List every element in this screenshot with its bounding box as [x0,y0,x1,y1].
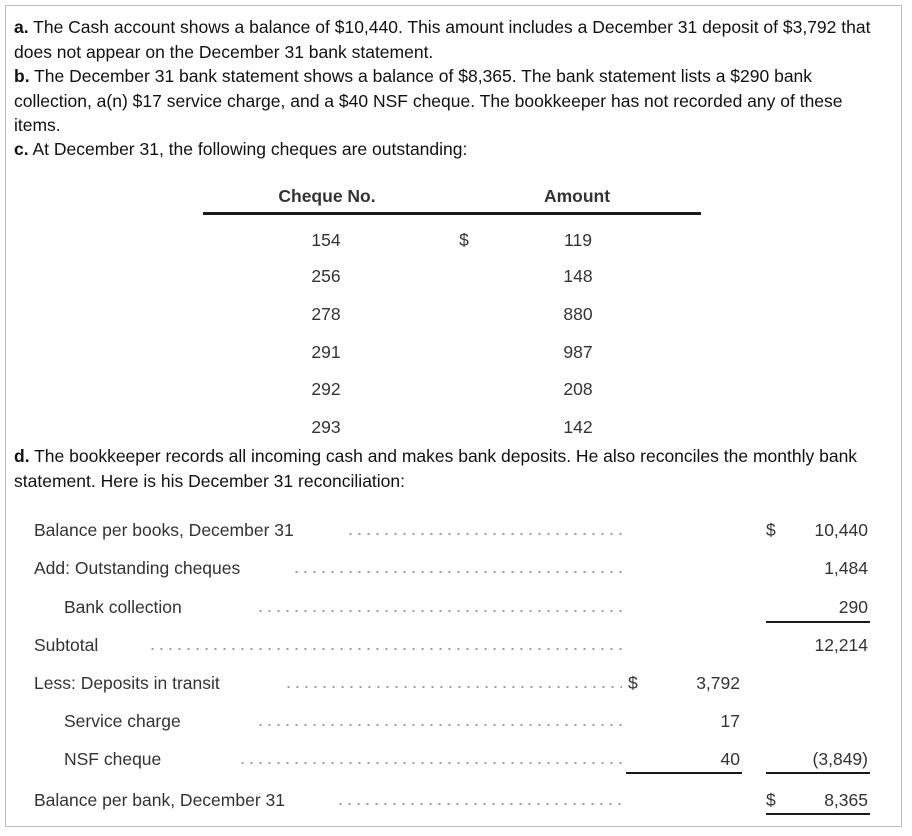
leader-dots [148,639,622,659]
amount-header: Amount [543,186,611,206]
paragraph-b-text: The December 31 bank statement shows a balance of $8,365. The bank statement lists a $290 bank collection, a(n) $17 service charge, and a $40 NSF cheque. The bookkeeper has not recorded any of these items. [14,66,843,135]
table-row-amount: 142 [563,417,593,437]
table-row-amount: 119 [564,230,592,250]
table-row-cheque-no: 292 [311,379,341,399]
paragraph-a-label: a. [14,17,29,37]
paragraph-a [14,15,884,64]
paragraph-d-text: The bookkeeper records all incoming cash and makes bank deposits. He also reconciles the monthly bank statement. Here is his December 31 reconciliation: [14,446,858,491]
deposits-in-transit-value: 3,792 [696,673,740,693]
outstanding-cheques-value: 1,484 [824,558,868,578]
deductions-rule [626,772,742,774]
paragraph-d [14,444,884,493]
balance-per-bank-label: Balance per bank, December 31 [34,790,285,810]
paragraph-a-text: The Cash account shows a balance of $10,440. This amount includes a December 31 deposit of $3,792 that does not appear on the December 31 bank statement. [14,17,871,62]
table-row-amount: 880 [563,304,593,324]
nsf-cheque-label: NSF cheque [64,749,162,769]
table-row-amount: 148 [563,266,593,286]
balance-per-books-label: Balance per books, December 31 [34,520,294,540]
table-row-cheque-no: 293 [311,417,341,437]
bank-collection-value: 290 [838,597,868,617]
table-row-cheque-no: 291 [311,342,341,362]
leader-dots [256,601,622,621]
paragraph-b [14,64,884,138]
leader-dots [284,677,622,697]
cheque-no-header: Cheque No. [278,186,376,206]
leader-dots [238,753,622,773]
currency-sign: $ [628,673,638,693]
table-row-amount: 987 [563,342,593,362]
table-row-cheque-no: 154 [311,230,341,250]
paragraph-b-label: b. [14,66,30,86]
subtotal-rule [766,621,870,623]
balance-per-bank-value: 8,365 [824,790,868,810]
subtotal-label: Subtotal [34,635,99,655]
deductions-total-rule [766,772,870,774]
paragraph-c-text: At December 31, the following cheques are outstanding: [28,139,468,159]
leader-dots [336,794,622,814]
paragraph-d-label: d. [14,446,30,466]
nsf-cheque-value: 40 [720,749,740,769]
final-balance-rule [766,813,870,815]
currency-sign: $ [766,520,776,540]
subtotal-value: 12,214 [814,635,868,655]
service-charge-value: 17 [720,711,740,731]
service-charge-label: Service charge [64,711,181,731]
deposits-in-transit-label: Less: Deposits in transit [34,673,220,693]
leader-dots [292,562,622,582]
paragraph-c [14,137,884,162]
currency-sign: $ [766,790,776,810]
outstanding-cheques-label: Add: Outstanding cheques [34,558,241,578]
table-row-cheque-no: 278 [311,304,341,324]
amount-currency-sign: $ [459,230,469,250]
deductions-total-value: (3,849) [812,749,868,769]
table-row-cheque-no: 256 [311,266,341,286]
table-row-amount: 208 [563,379,593,399]
paragraph-c-label: c. [14,139,29,159]
leader-dots [256,715,622,735]
bank-collection-label: Bank collection [64,597,182,617]
leader-dots [346,524,622,544]
balance-per-books-value: 10,440 [814,520,868,540]
table-header-rule [203,212,701,215]
